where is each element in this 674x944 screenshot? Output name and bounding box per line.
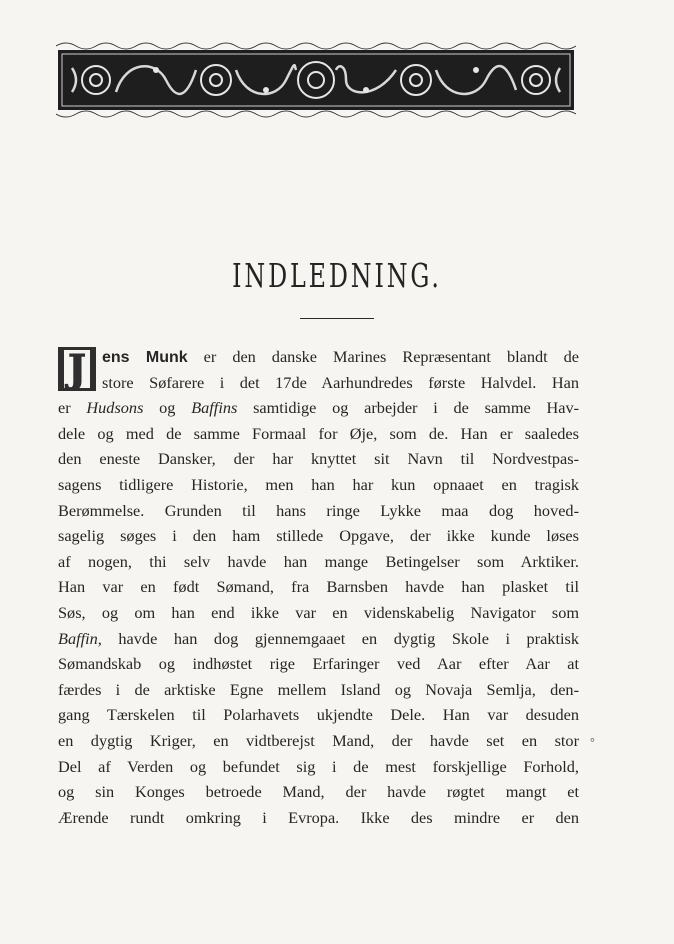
chapter-title: INDLEDNING.: [232, 256, 442, 295]
text-run: og: [143, 398, 192, 418]
text-line: [58, 754, 579, 780]
text-run: Ærende rundt omkring i Evropa. Ikke des mindre er den: [58, 807, 579, 827]
text-run: Han var en født Sømand, fra Barnsben havde han plasket til: [58, 577, 579, 597]
text-run: færdes i de arktiske Egne mellem Island og Novaja Semlja, den-: [58, 679, 579, 699]
text-line: [58, 805, 579, 831]
text-run: havde han dog gjennemgaaet en dygtig Skole i praktisk: [101, 628, 579, 648]
drop-cap-letter: J: [64, 350, 90, 388]
text-run: Sømandskab og indhøstet rige Erfaringer ved Aar efter Aar at: [58, 654, 579, 674]
text-line: [58, 472, 579, 498]
text-run: ens Munk: [102, 349, 188, 366]
text-run: store Søfarere i det 17de Aarhundredes første Halvdel. Han: [102, 372, 579, 392]
text-run: Baffin,: [58, 628, 102, 648]
text-run: er: [58, 398, 87, 418]
text-run: er den danske Marines Repræsentant blandt de: [187, 347, 579, 366]
text-run: en dygtig Kriger, en vidtberejst Mand, der havde set en stor: [58, 730, 579, 750]
text-run: sagelig søges i den ham stillede Opgave, der ikke kunde løses: [58, 526, 579, 546]
text-run: Berømmelse. Grunden til hans ringe Lykke maa dog hoved-: [58, 500, 579, 520]
title-rule: [300, 318, 374, 319]
text-run: den eneste Dansker, der har knyttet sit Navn til Nordvestpas-: [58, 449, 579, 469]
text-line: [58, 728, 579, 754]
text-line: [58, 446, 579, 472]
text-run: og sin Konges betroede Mand, der havde røgtet mangt et: [58, 782, 579, 802]
text-run: samtidige og arbejder i de samme Hav-: [237, 398, 580, 418]
text-line: [58, 626, 579, 652]
text-line: [58, 702, 579, 728]
text-line: [58, 779, 579, 805]
text-run: dele og med de samme Formaal for Øje, som de. Han er saaledes: [58, 423, 579, 443]
text-run: Søs, og om han end ikke var en videnskabelig Navigator som: [58, 602, 579, 622]
text-line: [58, 600, 579, 626]
body-text: [58, 344, 579, 830]
text-line: [58, 498, 579, 524]
text-run: Baffins: [191, 398, 238, 418]
text-line: [58, 574, 579, 600]
text-line: [58, 370, 579, 396]
text-line: [58, 421, 579, 447]
ornamental-header-band: [56, 40, 576, 120]
text-line: [58, 395, 579, 421]
text-run: Hudsons: [86, 398, 144, 418]
text-run: af nogen, thi selv havde han mange Betingelser som Arktiker.: [58, 551, 579, 571]
text-line: [58, 344, 579, 370]
margin-mark: °: [590, 735, 595, 749]
text-line: [58, 549, 579, 575]
text-line: [58, 651, 579, 677]
text-line: [58, 677, 579, 703]
text-line: [58, 523, 579, 549]
text-run: sagens tidligere Historie, men han har kun opnaaet en tragisk: [58, 474, 579, 494]
text-run: Del af Verden og befundet sig i de mest forskjellige Forhold,: [58, 756, 579, 776]
text-run: gang Tærskelen til Polarhavets ukjendte Dele. Han var desuden: [58, 705, 579, 725]
